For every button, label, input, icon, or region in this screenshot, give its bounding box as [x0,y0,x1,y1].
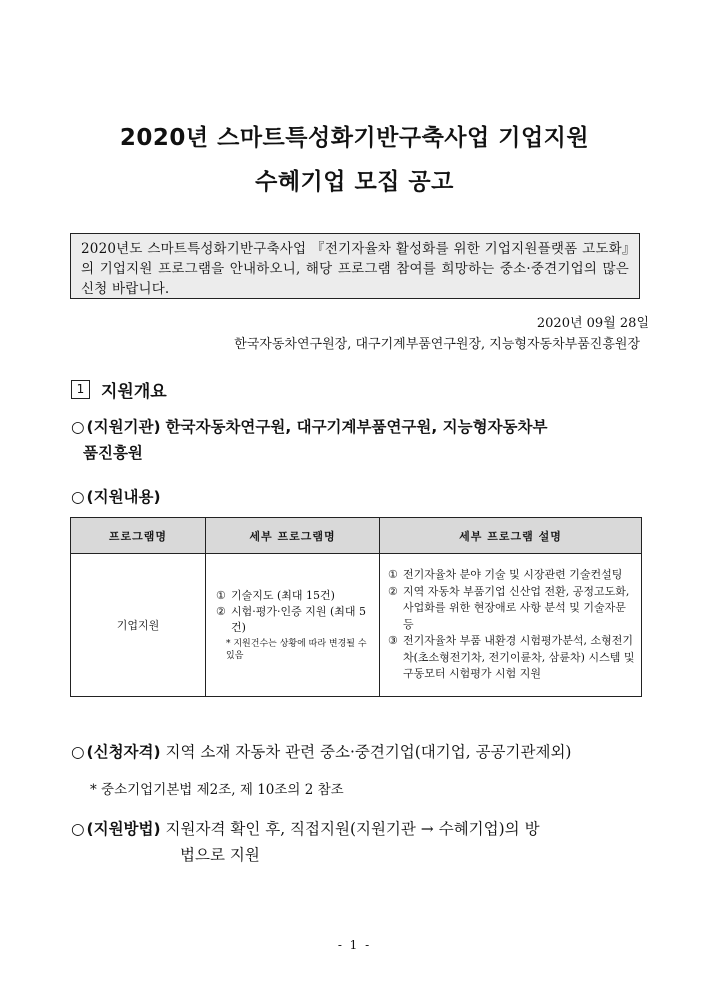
bullet-text-continued: 법으로 지원 [180,846,260,864]
bullet-text: 지역 소재 자동차 관련 중소·중견기업(대기업, 공공기관제외) [165,743,572,761]
bullet-circle-icon: ○ [71,820,85,838]
bullet-circle-icon: ○ [71,488,85,506]
page-subtitle: 수혜기업 모집 공고 [255,169,454,195]
table-header: 프로그램명 [71,518,206,554]
program-name-cell: 기업지원 [71,554,206,697]
bullet-text: 한국자동차연구원, 대구기계부품연구원, 지능형자동차부 [165,418,548,436]
bullet-label: (지원기관) [86,418,161,436]
bullet-text-continued: 품진흥원 [83,444,143,462]
bullet-circle-icon: ○ [71,418,85,436]
eligibility-note: * 중소기업기본법 제2조, 제 10조의 2 참조 [90,782,344,798]
list-item: ① 전기자율차 분야 기술 및 시장관련 기술컨설팅 [388,568,623,582]
program-details-cell [206,554,380,697]
bullet-method [71,816,661,868]
bullet-label: (신청자격) [86,743,161,761]
bullet-support-content [71,484,161,510]
table-header: 세부 프로그램 설명 [380,518,642,554]
bullet-support-org [71,414,651,466]
page-title: 2020년 스마트특성화기반구축사업 기업지원 [119,125,590,151]
list-item: ② 지역 자동차 부품기업 신산업 전환, 공정고도화, 사업화를 위한 현장애로 사항 분석 및 기술자문 등 [388,584,630,631]
bullet-text: 지원자격 확인 후, 직접지원(지원기관 → 수혜기업)의 방 [165,820,540,838]
section-heading [71,377,167,402]
section-title: 지원개요 [101,382,167,402]
details-note: * 지원건수는 상황에 따라 변경될 수 있음 [226,639,367,661]
section-number: 1 [71,380,90,399]
bullet-label: (지원방법) [86,820,161,838]
bullet-circle-icon: ○ [71,743,85,761]
table-header-row [71,518,642,554]
intro-box [70,233,640,299]
list-item: ③ 전기자율차 부품 내환경 시험평가분석, 소형전기차(초소형전기차, 전기이륜차, 삼륜차) 시스템 및 구동모터 시험평가 시험 지원 [388,634,635,681]
intro-text: 2020년도 스마트특성화기반구축사업 『전기자율차 활성화를 위한 기업지원플랫폼 고도화』의 기업지원 프로그램을 안내하오니, 해당 프로그램 참여를 희망하는 중소·중견기업의 많은 신청 바랍니다. [81,241,629,297]
issuers: 한국자동차연구원장, 대구기계부품연구원장, 지능형자동차부품진흥원장 [234,337,640,352]
list-item: ② 시험·평가·인증 지원 (최대 5건) [216,605,367,634]
table-header: 세부 프로그램명 [206,518,380,554]
table-row [71,554,642,697]
bullet-label: (지원내용) [86,488,161,506]
list-item: ① 기술지도 (최대 15건) [216,589,335,602]
page-number: - 1 - [337,938,372,952]
announcement-date: 2020년 09월 28일 [536,316,649,331]
program-table [70,517,642,697]
program-description-cell [380,554,642,697]
bullet-eligibility [71,739,671,765]
